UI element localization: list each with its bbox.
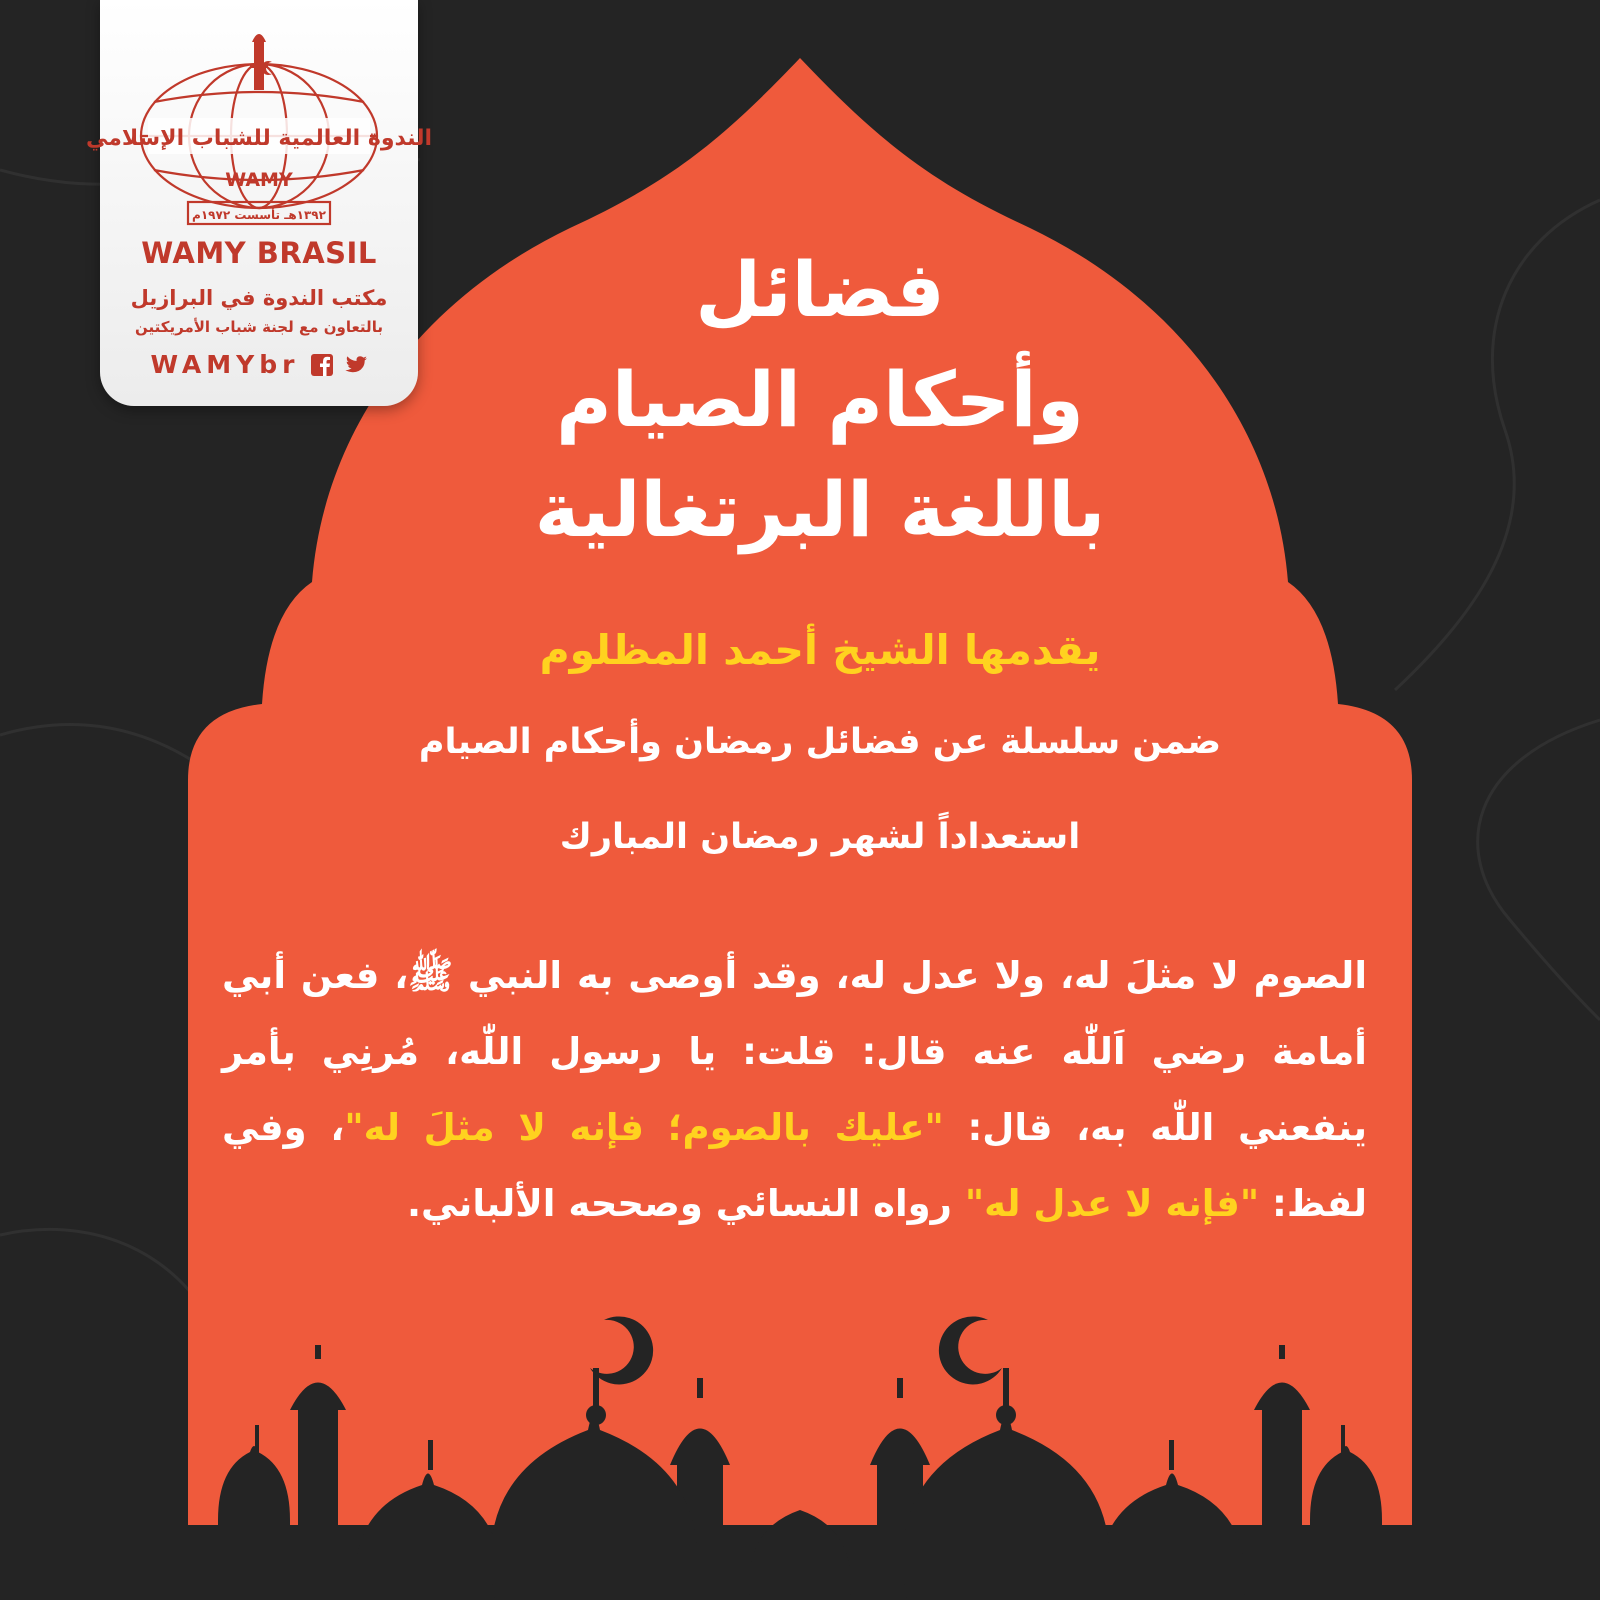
hadith-text-1: الصوم لا مثلَ له، ولا عدل له، وقد أوصى به النبي ﷺ، فعن أبي أمامة رضي اَللّٰه عنه قال: قلت: يا رسول اللّٰه، مُرنِي بأمر ينفعني اللّٰه به، قال: bbox=[222, 954, 1367, 1149]
title-line-1: فضائل bbox=[695, 245, 945, 334]
brand-tagline-ar: بالتعاون مع لجنة شباب الأمريكتين bbox=[135, 318, 383, 336]
title-line-3: باللغة البرتغالية bbox=[534, 465, 1106, 554]
social-handle: WAMYbr bbox=[150, 350, 300, 379]
brand-subtitle-ar: مكتب الندوة في البرازيل bbox=[130, 286, 388, 310]
series-subtitle-2: استعداداً لشهر رمضان المبارك bbox=[559, 817, 1081, 857]
hadith-quote-1: "عليك بالصوم؛ فإنه لا مثلَ له" bbox=[344, 1106, 944, 1149]
hadith-text-2: ، وفي لفظ: bbox=[222, 1106, 1367, 1225]
presenter-line: يقدمها الشيخ أحمد المظلوم bbox=[539, 626, 1101, 674]
emblem-arabic-text: الندوة العالمية للشباب الإسلامي bbox=[85, 126, 433, 151]
facebook-icon[interactable] bbox=[310, 353, 334, 377]
series-subtitle-1: ضمن سلسلة عن فضائل رمضان وأحكام الصيام bbox=[418, 722, 1222, 762]
hadith-text-3: رواه النسائي وصححه الألباني. bbox=[406, 1182, 965, 1225]
brand-name: WAMY BRASIL bbox=[141, 236, 377, 270]
hadith-quote-2: "فإنه لا عدل له" bbox=[964, 1182, 1260, 1225]
wamy-emblem-logo bbox=[85, 18, 433, 233]
title-line-2: وأحكام الصيام bbox=[556, 355, 1084, 444]
emblem-wamy-text: WAMY bbox=[225, 169, 293, 191]
emblem-date-text: ١٣٩٢هـ تأسست ١٩٧٢م bbox=[192, 208, 326, 222]
hadith-paragraph bbox=[222, 938, 1367, 1242]
logo-card bbox=[85, 0, 433, 406]
